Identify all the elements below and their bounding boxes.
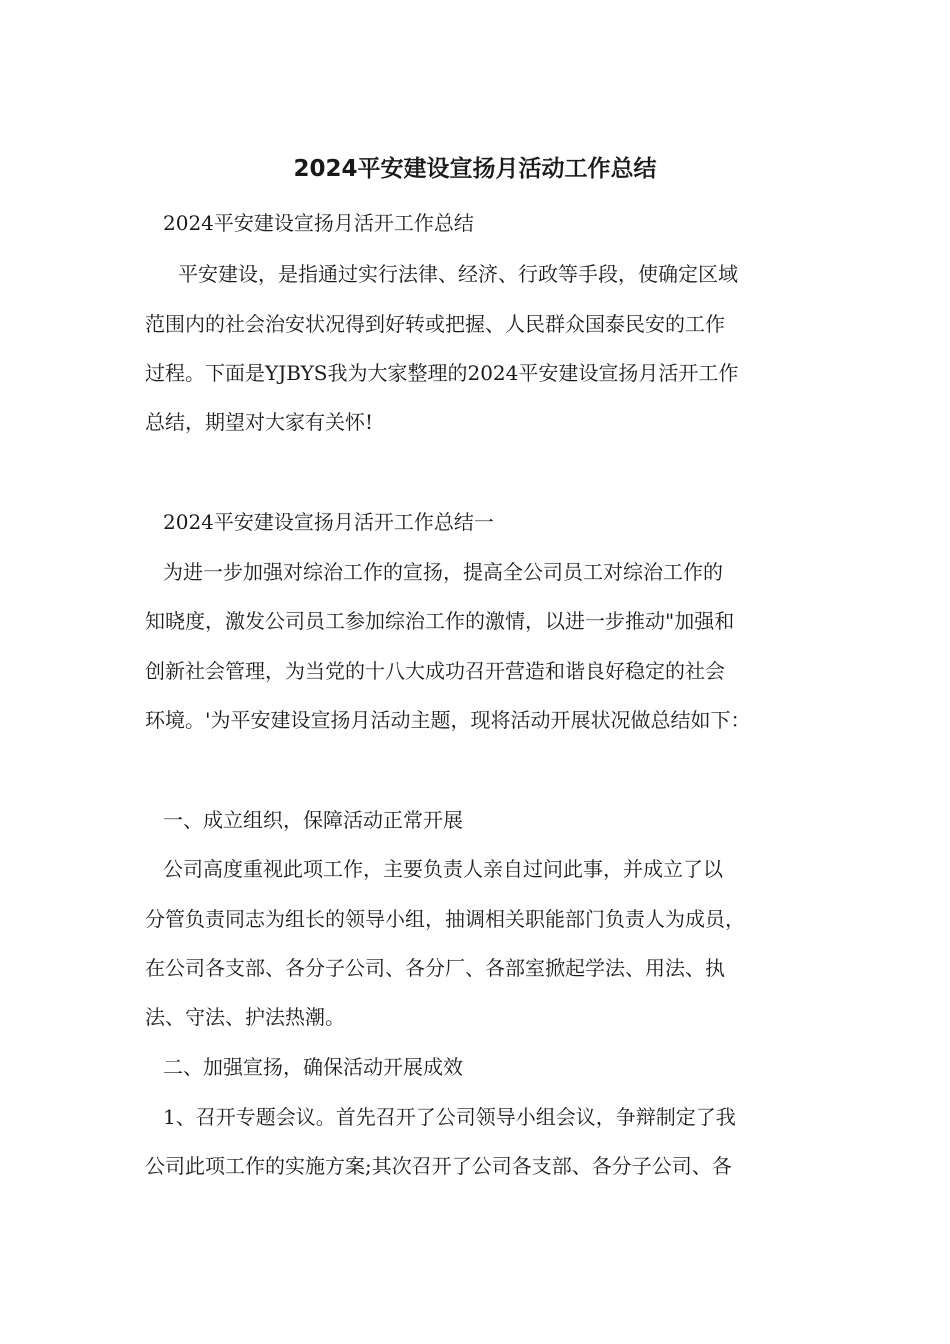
- paragraph-line: 知晓度，激发公司员工参加综治工作的激情，以进一步推动"加强和: [145, 609, 735, 633]
- section-heading: 二、加强宣扬，确保活动开展成效: [163, 1055, 463, 1079]
- paragraph-line: 公司此项工作的实施方案;其次召开了公司各支部、各分子公司、各: [145, 1154, 732, 1178]
- paragraph-line: 在公司各支部、各分子公司、各分厂、各部室掀起学法、用法、执: [145, 956, 725, 980]
- paragraph-line: 创新社会管理，为当党的十八大成功召开营造和谐良好稳定的社会: [145, 659, 725, 683]
- paragraph-line: 法、守法、护法热潮。: [145, 1005, 345, 1029]
- paragraph-line: 1、召开专题会议。首先召开了公司领导小组会议，争辩制定了我: [163, 1105, 736, 1129]
- section-heading: 一、成立组织，保障活动正常开展: [163, 808, 463, 832]
- paragraph-line: 公司高度重视此项工作，主要负责人亲自过问此事，并成立了以: [163, 857, 723, 881]
- paragraph-line: 总结，期望对大家有关怀!: [145, 410, 374, 434]
- document-title: 2024平安建设宣扬月活动工作总结: [293, 156, 657, 182]
- paragraph-line: 分管负责同志为组长的领导小组，抽调相关职能部门负责人为成员，: [145, 907, 745, 931]
- section-heading: 2024平安建设宣扬月活开工作总结一: [163, 510, 494, 534]
- paragraph-line: 环境。'为平安建设宣扬月活动主题，现将活动开展状况做总结如下：: [145, 708, 751, 732]
- subtitle-heading: 2024平安建设宣扬月活开工作总结: [163, 211, 474, 235]
- paragraph-line: 过程。下面是YJBYS我为大家整理的2024平安建设宣扬月活开工作: [145, 361, 739, 385]
- paragraph-line: 为进一步加强对综治工作的宣扬，提高全公司员工对综治工作的: [163, 560, 723, 584]
- paragraph-line: 平安建设，是指通过实行法律、经济、行政等手段，使确定区域: [178, 262, 738, 286]
- paragraph-line: 范围内的社会治安状况得到好转或把握、人民群众国泰民安的工作: [145, 312, 725, 336]
